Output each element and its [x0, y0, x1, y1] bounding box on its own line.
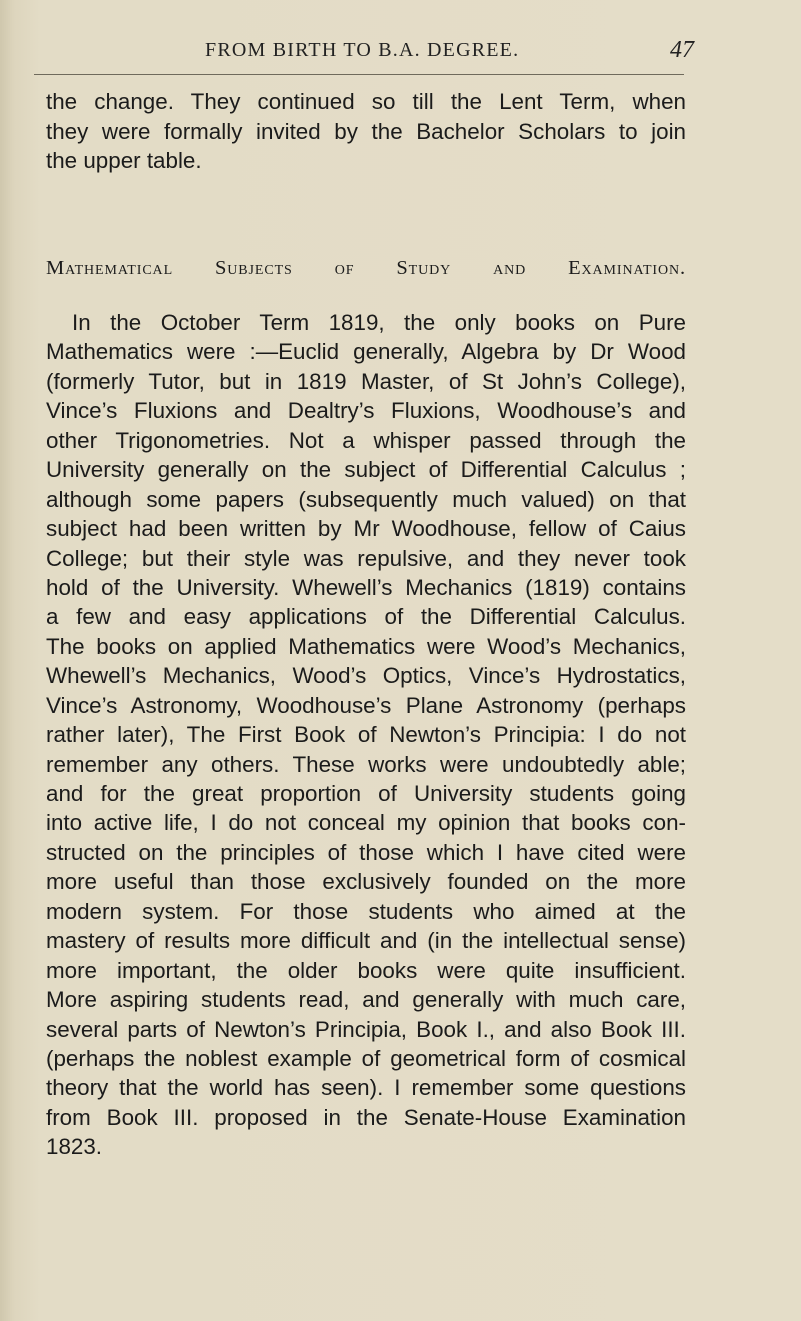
text-line: other Trigonometries. Not a whisper passed through the — [46, 427, 686, 453]
text-line: Vince’s Astronomy, Woodhouse’s Plane Astronomy (perhaps — [46, 692, 686, 718]
text-line: they were formally invited by the Bachelor Scholars to join — [46, 118, 686, 144]
text-line: more important, the older books were quite insufficient. — [46, 957, 686, 983]
text-line: rather later), The First Book of Newton’s Principia: I do not — [46, 722, 686, 748]
text-line: Vince’s Fluxions and Dealtry’s Fluxions, Woodhouse’s and — [46, 398, 686, 424]
text-line: structed on the principles of those which I have cited were — [46, 839, 686, 865]
text-line: from Book III. proposed in the Senate-House Examination — [46, 1104, 686, 1130]
text-line: more useful than those exclusively founded on the more — [46, 869, 686, 895]
text-line: hold of the University. Whewell’s Mechanics (1819) contains — [46, 574, 686, 600]
text-line: Mathematics were :—Euclid generally, Algebra by Dr Wood — [46, 339, 686, 365]
text-line: and for the great proportion of University students going — [46, 781, 686, 806]
section-heading: Mathematical Subjects of Study and Examination. — [46, 257, 686, 279]
paragraph-2 — [46, 308, 686, 1162]
text-line: into active life, I do not conceal my opinion that books con- — [46, 810, 686, 836]
text-line: (perhaps the noblest example of geometrical form of cosmical — [46, 1045, 686, 1071]
text-line: the change. They continued so till the Lent Term, when — [46, 89, 686, 114]
paragraph-1 — [46, 87, 686, 176]
text-line: 1823. — [46, 1134, 103, 1160]
text-line: University generally on the subject of Differential Calculus ; — [46, 457, 686, 483]
text-line: In the October Term 1819, the only books on Pure — [72, 310, 686, 335]
text-line: More aspiring students read, and generally with much care, — [46, 987, 686, 1013]
text-line: Whewell’s Mechanics, Wood’s Optics, Vince’s Hydrostatics, — [46, 663, 686, 689]
text-line: (formerly Tutor, but in 1819 Master, of St John’s College), — [46, 368, 686, 394]
text-line: remember any others. These works were undoubtedly able; — [46, 751, 686, 777]
running-title: FROM BIRTH TO B.A. DEGREE. — [205, 39, 520, 61]
text-line: modern system. For those students who aimed at the — [46, 898, 686, 924]
running-header — [0, 39, 801, 69]
page-number: 47 — [670, 37, 694, 63]
text-line: mastery of results more difficult and (in the intellectual sense) — [46, 928, 686, 954]
header-rule — [34, 74, 684, 75]
text-line: The books on applied Mathematics were Wood’s Mechanics, — [46, 633, 686, 659]
text-line: several parts of Newton’s Principia, Book I., and also Book III. — [46, 1016, 686, 1042]
text-line: the upper table. — [46, 148, 202, 173]
text-line: subject had been written by Mr Woodhouse, fellow of Caius — [46, 516, 686, 542]
text-line: although some papers (subsequently much valued) on that — [46, 486, 686, 512]
text-line: a few and easy applications of the Differential Calculus. — [46, 604, 686, 630]
text-line: theory that the world has seen). I remember some questions — [46, 1075, 686, 1101]
text-line: College; but their style was repulsive, and they never took — [46, 545, 686, 571]
